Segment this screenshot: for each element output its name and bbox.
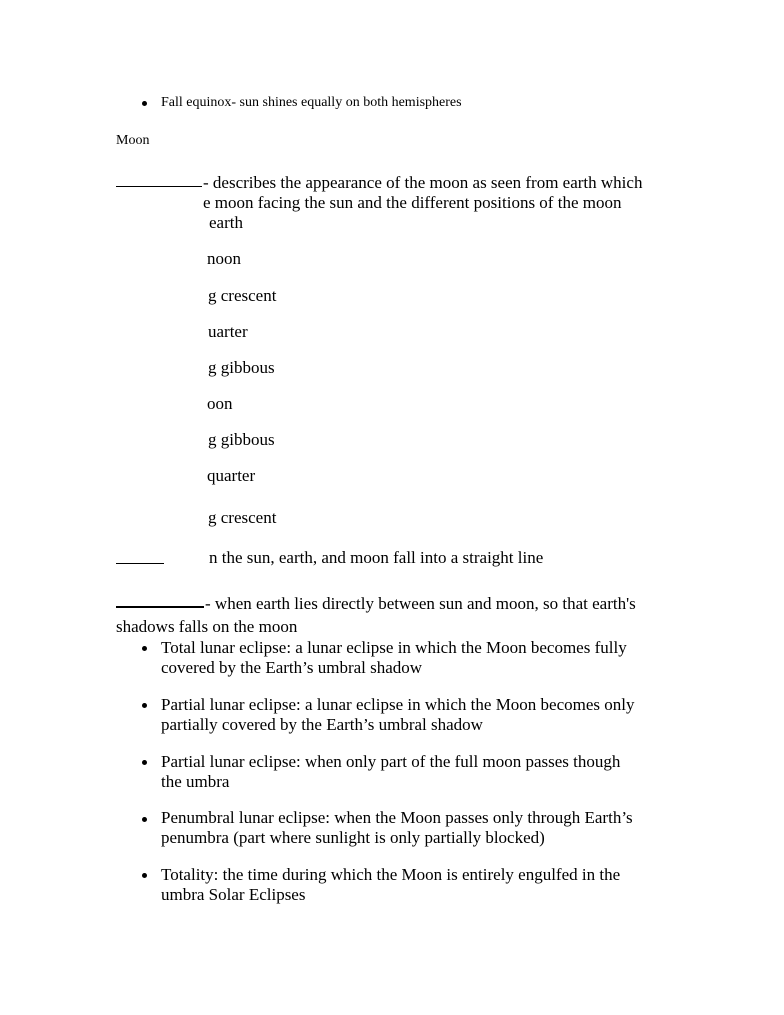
syzygy-blank <box>116 563 164 564</box>
bullet-dot <box>142 703 147 708</box>
syzygy-definition: n the sun, earth, and moon fall into a straight line <box>209 548 544 567</box>
phase-item: g gibbous <box>208 358 275 377</box>
phase-item: g gibbous <box>208 430 275 449</box>
phase-item: g crescent <box>208 286 277 305</box>
phase-item: oon <box>207 394 233 413</box>
bullet-dot <box>142 646 147 651</box>
eclipse-bullet-line: partially covered by the Earth’s umbral shadow <box>161 715 483 734</box>
bullet-dot <box>142 101 147 106</box>
fall-equinox-bullet: Fall equinox- sun shines equally on both hemispheres <box>161 95 462 110</box>
lunar-eclipse-blank <box>116 606 204 608</box>
eclipse-bullet-line: covered by the Earth’s umbral shadow <box>161 658 423 677</box>
moon-heading: Moon <box>116 133 150 148</box>
eclipse-bullet-line: Partial lunar eclipse: when only part of the full moon passes though <box>161 752 621 771</box>
phase-item: uarter <box>208 322 248 341</box>
eclipse-bullet-line: Total lunar eclipse: a lunar eclipse in which the Moon becomes fully <box>161 638 627 657</box>
phases-blank <box>116 186 202 187</box>
phases-definition-line-1: - describes the appearance of the moon as seen from earth which <box>203 173 643 192</box>
eclipse-bullet-line: Partial lunar eclipse: a lunar eclipse in which the Moon becomes only <box>161 695 635 714</box>
phases-definition-line-2: e moon facing the sun and the different positions of the moon <box>203 193 622 212</box>
eclipse-bullet-line: penumbra (part where sunlight is only partially blocked) <box>161 828 545 847</box>
eclipse-bullet-line: umbra Solar Eclipses <box>161 885 306 904</box>
bullet-dot <box>142 817 147 822</box>
bullet-dot <box>142 760 147 765</box>
phase-item: quarter <box>207 466 256 485</box>
lunar-eclipse-definition-line-2: shadows falls on the moon <box>116 617 298 636</box>
phase-item: noon <box>207 249 241 268</box>
phases-definition-line-3: earth <box>209 213 243 232</box>
eclipse-bullet-line: Totality: the time during which the Moon is entirely engulfed in the <box>161 865 621 884</box>
eclipse-bullet-line: the umbra <box>161 772 230 791</box>
eclipse-bullet-line: Penumbral lunar eclipse: when the Moon passes only through Earth’s <box>161 808 633 827</box>
lunar-eclipse-definition-line-1: - when earth lies directly between sun and moon, so that earth's <box>205 594 636 613</box>
bullet-dot <box>142 873 147 878</box>
phase-item: g crescent <box>208 508 277 527</box>
